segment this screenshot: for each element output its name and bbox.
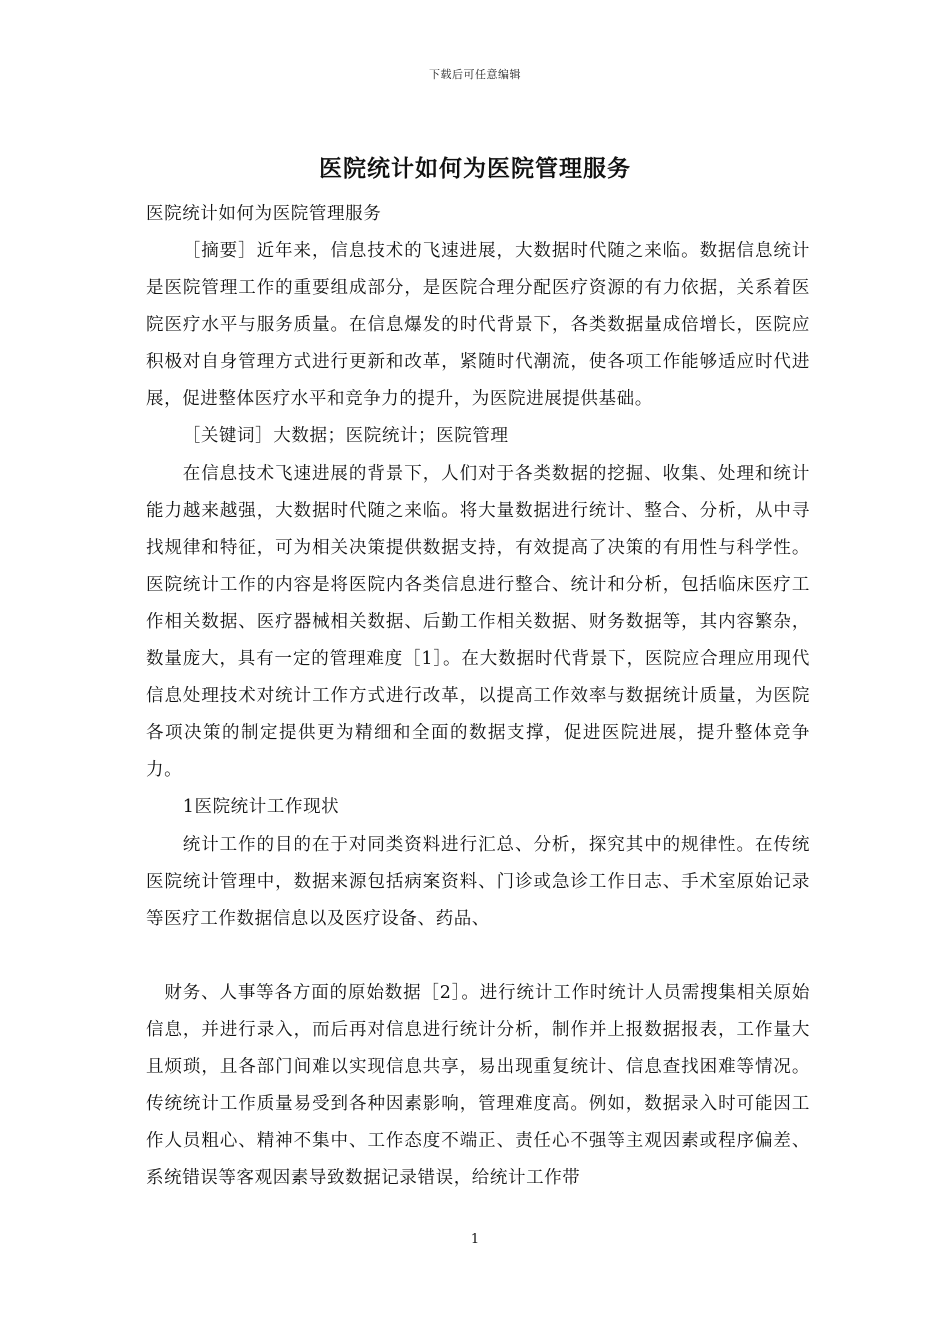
document-subtitle: 医院统计如何为医院管理服务 [146, 204, 382, 224]
section-heading: 1医院统计工作现状 [182, 797, 340, 818]
page-number: 1 [470, 1232, 480, 1247]
body-paragraph-continued: 财务、人事等各方面的原始数据［2］。进行统计工作时统计人员需搜集相关原始信息，并进行录入，而后再对信息进行统计分析，制作并上报数据报表，工作量大且烦琐，且各部门间难以实现信息共享，易出现重复统计、信息查找困难等情况。传统统计工作质量易受到各种因素影响，管理难度高。例如，数据录入时可能因工作人员粗心、精神不集中、工作态度不端正、责任心不强等主观因素或程序偏差、系统错误等客观因素导致数据记录错误，给统计工作带 [146, 983, 810, 1189]
intro-paragraph: 在信息技术飞速进展的背景下，人们对于各类数据的挖掘、收集、处理和统计能力越来越强，大数据时代随之来临。将大量数据进行统计、整合、分析，从中寻找规律和特征，可为相关决策提供数据支持，有效提高了决策的有用性与科学性。医院统计工作的内容是将医院内各类信息进行整合、统计和分析，包括临床医疗工作相关数据、医疗器械相关数据、后勤工作相关数据、财务数据等，其内容繁杂，数量庞大，具有一定的管理难度［1］。在大数据时代背景下，医院应合理应用现代信息处理技术对统计工作方式进行改革，以提高工作效率与数据统计质量，为医院各项决策的制定提供更为精细和全面的数据支撑，促进医院进展，提升整体竞争力。 [146, 463, 810, 781]
body-paragraph: 统计工作的目的在于对同类资料进行汇总、分析，探究其中的规律性。在传统医院统计管理中，数据来源包括病案资料、门诊或急诊工作日志、手术室原始记录等医疗工作数据信息以及医疗设备、药品、 [146, 834, 810, 929]
abstract-paragraph: ［摘要］近年来，信息技术的飞速进展，大数据时代随之来临。数据信息统计是医院管理工作的重要组成部分，是医院合理分配医疗资源的有力依据，关系着医院医疗水平与服务质量。在信息爆发的时代背景下，各类数据量成倍增长，医院应积极对自身管理方式进行更新和改革，紧随时代潮流，使各项工作能够适应时代进展，促进整体医疗水平和竞争力的提升，为医院进展提供基础。 [146, 241, 810, 410]
document-title: 医院统计如何为医院管理服务 [319, 155, 631, 182]
keywords-paragraph: ［关键词］大数据；医院统计；医院管理 [182, 426, 509, 447]
body-section-2 [146, 975, 810, 1198]
page-header-note: 下载后可任意编辑 [429, 68, 521, 81]
body-section-1 [146, 233, 810, 938]
